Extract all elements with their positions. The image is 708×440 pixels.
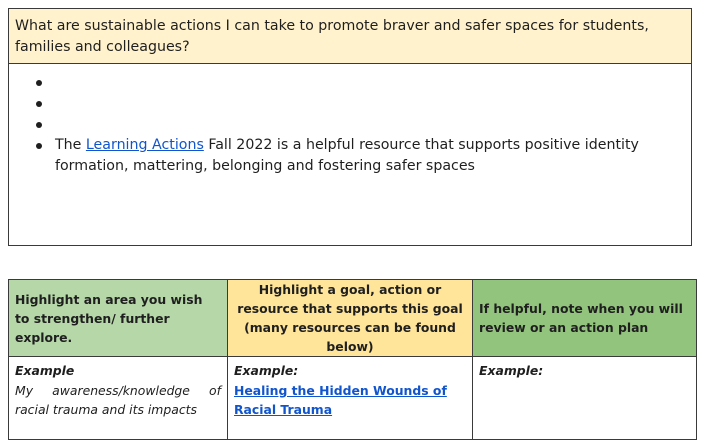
example-text-line: My awareness/knowledge of [15, 382, 221, 398]
table-row [9, 357, 697, 440]
bullet-dot-icon [36, 101, 42, 107]
bullet-dot-icon [36, 143, 42, 149]
header-review-plan: If helpful, note when you will review or an action plan [473, 280, 697, 357]
bullet-list [36, 72, 691, 177]
reflection-prompt-box [8, 8, 692, 246]
resource-list-item [36, 135, 691, 177]
resource-prefix: The [55, 137, 86, 153]
header-area-to-strengthen: Highlight an area you wish to strengthen/ further explore. [9, 280, 228, 357]
bullet-dot-icon [36, 80, 42, 86]
goal-planning-table [8, 279, 697, 440]
bullet-dot-icon [36, 122, 42, 128]
learning-actions-link[interactable]: Learning Actions [85, 137, 204, 153]
prompt-answer-area[interactable] [9, 64, 691, 177]
example-text-line: racial trauma and its impacts [15, 402, 197, 417]
example-review-cell[interactable] [473, 357, 697, 440]
list-item [36, 93, 691, 114]
list-item [36, 114, 691, 135]
example-goal-cell[interactable] [228, 357, 473, 440]
list-item [36, 72, 691, 93]
example-label: Example [15, 363, 75, 378]
example-label: Example: [479, 363, 544, 378]
example-area-cell[interactable] [9, 357, 228, 440]
healing-hidden-wounds-link[interactable]: Healing the Hidden Wounds of Racial Trauma [234, 382, 447, 417]
example-label: Example: [234, 363, 299, 378]
resource-suffix: Fall 2022 is a helpful resource that supports positive identity formation, mattering, belonging and fostering safer spaces [55, 137, 639, 174]
table-header-row [9, 280, 697, 357]
header-goal-action-resource: Highlight a goal, action or resource that supports this goal (many resources can be found below) [228, 280, 473, 357]
prompt-question: What are sustainable actions I can take to promote braver and safer spaces for students, families and colleagues? [9, 9, 691, 64]
